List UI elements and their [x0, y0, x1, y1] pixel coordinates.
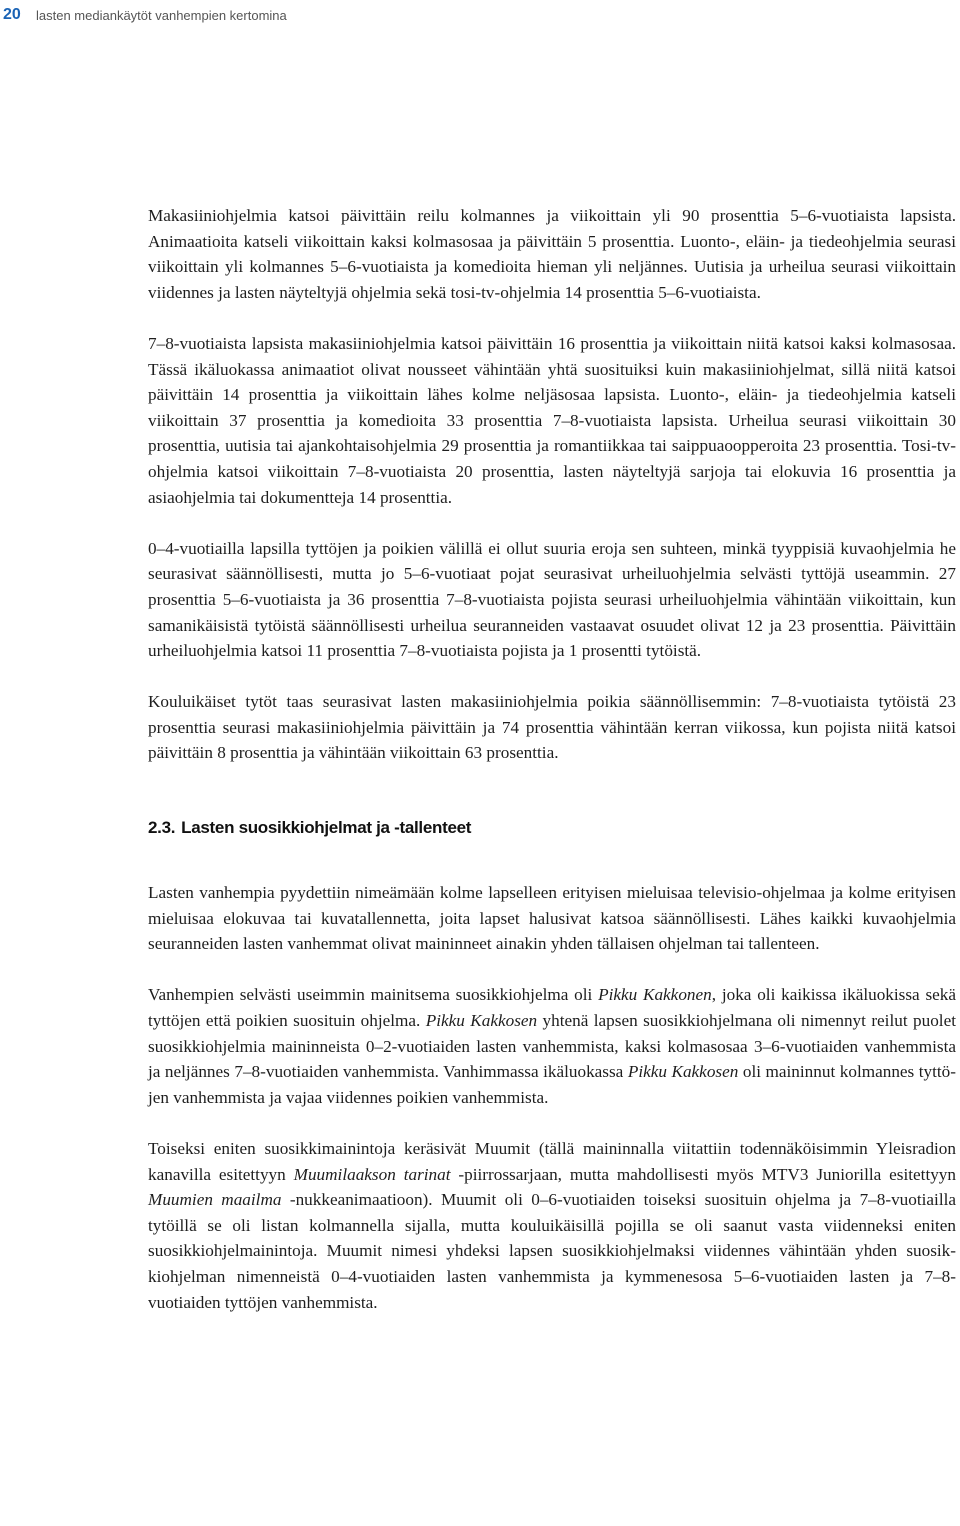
program-title: Muumilaakson tarinat [293, 1164, 451, 1184]
paragraph-kouluikaiset-tytot: Kouluikäiset tytöt taas seurasivat lasten makasiiniohjelmia poikia säännöllisemmin: 7–8-vuotiaista tytöistä 23 prosenttia seurasi makasiiniohjelmia päivittäin ja 74 prosenttia vähintään kerran viikossa, kun pojista niitä katsoi päivittäin 8 prosenttia ja vähintään viikoittain 63 prosenttia. [148, 692, 956, 763]
paragraph-7-8-vuotiaat: 7–8-vuotiaista lapsista makasiiniohjelmia katsoi päivittäin 16 prosenttia ja viikoittain niitä katsoi kaksi kolmasosaa. Tässä ikäluokassa animaatiot olivat nousseet vähintään yhtä suosituiksi kuin makasiiniohjelmat, sillä niitä katsoi päivittäin 14 prosenttia ja viikoittain lähes kolme neljäsosaa lapsista. Luonto-, eläin- ja tiedeohjelmia katseli viikoittain 37 prosenttia ja komedioita 33 prosenttia 7–8-vuotiaista lapsista. Urheilua seurasi viikoittain 30 prosenttia, uutisia tai ajankohtaisohjelmia 29 prosenttia ja romantiikkaa tai saippuaoopperoita 23 prosenttia. Tosi-tv-ohjelmia katsoi viikoittain 7–8-vuotiaista 20 prosenttia, lasten näyteltyjä sarjoja tai elokuvia 16 prosenttia ja asiaohjelmia tai dokumentteja 14 prosenttia. [148, 333, 956, 507]
running-title: lasten mediankäytöt vanhempien kertomina [36, 8, 287, 23]
text-run: -piirrossarjaan, mutta mahdollisesti myös MTV3 Juniorilla esitettyyn [450, 1164, 956, 1184]
paragraph-suosikit-kysymys: Lasten vanhempia pyydettiin nimeämään kolme lapselleen erityisen mieluisaa televisio-ohjelmaa ja kolme erityisen mieluisaa elokuvaa tai kuvatallennetta, joita lapset halusivat katsoa säännöllisesti. Lähes kaikki kuvaohjelmia seuranneiden lasten vanhemmat olivat maininneet ainakin yhden tällaisen ohjelman tai tallenteen. [148, 883, 956, 954]
program-title: Pikku Kakkosen [425, 1011, 538, 1031]
text-run: Toiseksi eniten suosikkimainintoja keräsivät Muumit (tällä maininnalla viitattiin todennäköisimmin Yleisradion kanavilla esitettyyn [148, 1139, 956, 1184]
paragraph-makasiini-5-6: Makasiiniohjelmia katsoi päivittäin reilu kolmannes ja viikoittain yli 90 prosenttia 5–6-vuotiaista lapsista. Animaatioita katseli viikoittain kaksi kolmasosaa ja päivittäin 5 prosenttia. Luonto-, eläin- ja tiedeohjelmia seurasi viikoittain yli kolmannes 5–6-vuotiaista ja komedioita hieman yli neljännes. Uutisia ja urheilua seurasi viikoittain viidennes ja lasten näyteltyjä ohjelmia sekä tosi-tv-ohjelmia 14 prosenttia 5–6-vuotiaista. [148, 206, 956, 302]
program-title: Pikku Kakkosen [627, 1062, 739, 1082]
page-number: 20 [3, 6, 21, 23]
text-run: -nukkeanimaatioon). Muumit oli 0–6-vuotiaiden toiseksi suosituin ohjelma ja 7–8-vuotiailla tytöillä se oli listan kolmannella sijalla, mutta kouluikäisillä pojilla se oli saanut vasta viidenneksi eniten suosikkiohjelmainintoja. Muumit nimesi yhdeksi lapsen suosikkiohjelmaksi viidennes vähintään yhden suosikkiohjelman nimenneistä 0–4-vuotiaiden lasten vanhemmista ja kymmenesosa 5–6-vuotiaiden lasten ja 7–8-vuotiaiden tyttöjen vanhemmista. [148, 1190, 956, 1312]
page-header [0, 0, 960, 36]
text-run: yhtenä lapsen suosikkiohjelmana oli nimennyt reilut puolet suosikkiohjelmia maininneista 0–2-vuotiaiden lasten vanhemmista, kaksi kolmasosaa 3–6-vuotiaiden vanhemmista ja neljännes 7–8-vuotiaiden vanhemmista. Vanhimmassa ikäluokassa [148, 1011, 956, 1082]
paragraph-muumit [148, 1136, 956, 1315]
program-title: Pikku Kakkonen [598, 985, 712, 1005]
section-heading [148, 816, 956, 840]
paragraph-pikku-kakkonen [148, 982, 956, 1110]
section-title: Lasten suosikkiohjelmat ja -tallenteet [181, 818, 472, 838]
text-run: Vanhempien selvästi useimmin mainitsema suosikkiohjelma oli [148, 985, 599, 1005]
text-run: oli maininnut kolmannes tyttöjen vanhemmista ja vajaa viidennes poikien vanhemmista. [148, 1062, 957, 1107]
program-title: Muumien maailma [148, 1190, 282, 1210]
paragraph-sukupuolierot: 0–4-vuotiailla lapsilla tyttöjen ja poikien välillä ei ollut suuria eroja sen suhteen, minkä tyyppisiä kuvaohjelmia he seurasivat säännöllisesti, mutta jo 5–6-vuotiaat pojat seurasivat urheiluohjelmia selvästi tyttöjä useammin. 27 prosenttia 5–6-vuotiaista ja 36 prosenttia 7–8-vuotiaista pojista seurasi urheiluohjelmia vähintään viikoittain, kun samanikäisistä tytöistä säännöllisesti urheilua seuranneiden vastaavat osuudet olivat 12 ja 23 prosenttia. Päivittäin urheiluohjelmia katsoi 11 prosenttia 7–8-vuotiaista pojista ja 1 prosentti tytöistä. [148, 538, 956, 661]
body-text [148, 203, 956, 1315]
section-number: 2.3. [148, 818, 176, 838]
text-run: , joka oli kaikissa ikäluokissa sekä tyttöjen että poikien suosituin ohjelma. [148, 985, 956, 1031]
